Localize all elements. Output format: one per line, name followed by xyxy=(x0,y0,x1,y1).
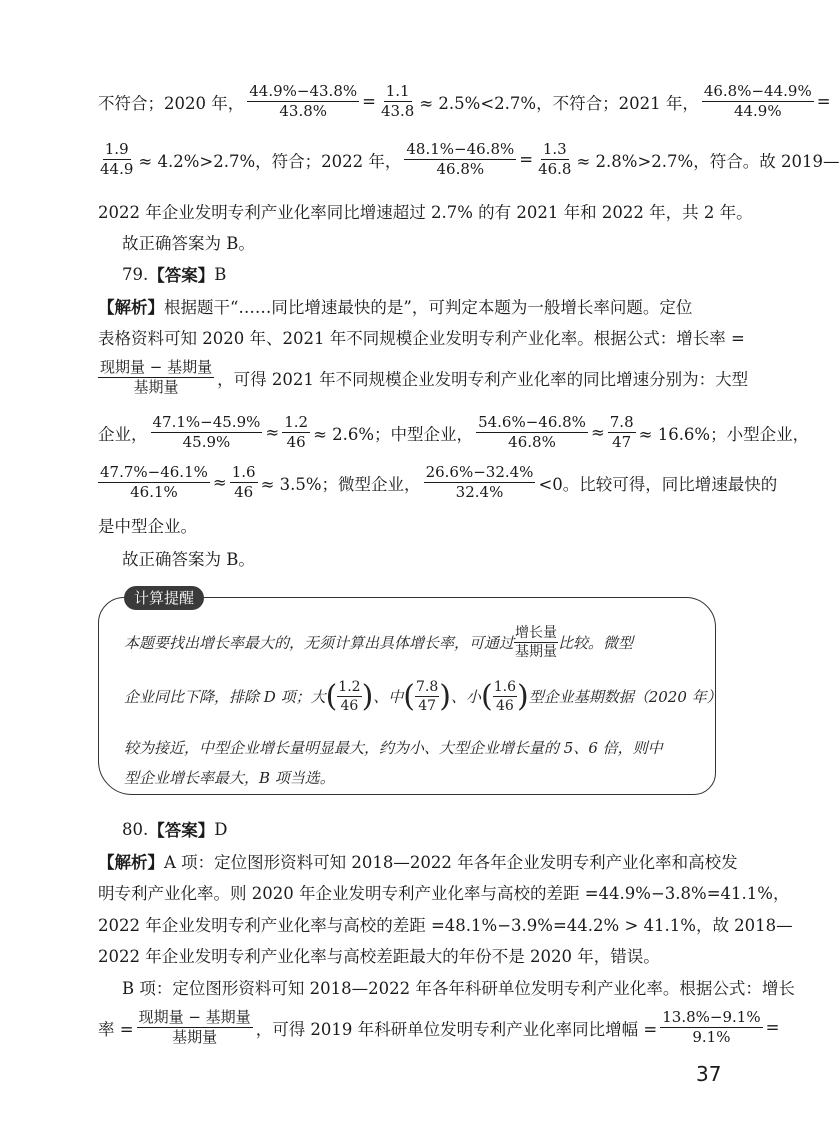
fraction: $\frac{1.9}{44.9}$ xyxy=(100,140,134,178)
fraction: $\frac{26.6\%-32.4\%}{32.4\%}$ xyxy=(425,463,534,501)
text-line: $\frac{\text{现期量 − 基期量}}{\text{基期量}}$ ，可得 2021 年不同规模企业发明专利产业化率的同比增速分别为：大型 xyxy=(100,358,749,396)
fraction: $\frac{46.8\%-44.9\%}{44.9\%}$ xyxy=(703,82,812,120)
fraction: $\frac{1.3}{46.8}$ xyxy=(538,140,572,178)
text-line: 是中型企业。 xyxy=(98,517,197,536)
analysis-line: 【解析】 根据题干“……同比增速最快的是”，可判定本题为一般增长率问题。定位 xyxy=(98,298,693,317)
answer-heading-79: 79. 【答案】 B xyxy=(122,264,227,285)
tip-line: 较为接近，中型企业增长量明显最大，约为小、大型企业增长量的 5、6 倍，则中 xyxy=(124,739,663,757)
fraction: $\frac{\text{现期量 − 基期量}}{\text{基期量}}$ xyxy=(138,1008,251,1046)
fraction: $\frac{1.2}{46}$ xyxy=(338,679,361,714)
tip-line: 型企业增长率最大，B 项当选。 xyxy=(124,769,335,787)
text-line xyxy=(98,82,831,121)
page-number: 37 xyxy=(696,1062,722,1086)
text-line: 企业， $\frac{47.1\%-45.9\%}{45.9\%}$ ≈ $\frac{1.2}{46}$ ≈ 2.6%；中型企业， $\frac{54.6\%-46.8\%}{46.8\%}$ ≈ $\frac{7.8}{47}$ ≈ 16.6%；小型企业， xyxy=(98,413,810,451)
text-run: = xyxy=(519,150,534,169)
fraction: $\frac{1.1}{43.8}$ xyxy=(380,82,415,120)
fraction: $\frac{\text{现期量 − 基期量}}{\text{基期量}}$ xyxy=(100,358,213,396)
text-line: B 项：定位图形资料可知 2018—2022 年各年科研单位发明专利产业化率。根据公式：增长 xyxy=(122,979,795,998)
text-line: 2022 年企业发明专利产业化率与高校的差距 =48.1%−3.9%=44.2% > 41.1%，故 2018— xyxy=(98,916,793,935)
fraction: $\frac{\text{增长量}}{\text{基期量}}$ xyxy=(515,625,558,660)
fraction: $\frac{54.6\%-46.8\%}{46.8\%}$ xyxy=(478,413,586,451)
text-line: 故正确答案为 B。 xyxy=(122,550,255,569)
calculation-tip-label: 计算提醒 xyxy=(124,586,204,610)
fraction: $\frac{48.1\%-46.8\%}{46.8\%}$ xyxy=(406,140,515,178)
text-line: 故正确答案为 B。 xyxy=(122,234,255,253)
fraction: $\frac{1.6}{46}$ xyxy=(493,679,516,714)
text-run: = xyxy=(816,92,831,111)
text-line: 明专利产业化率。则 2020 年企业发明专利产业化率与高校的差距 =44.9%−3.8%=41.1%， xyxy=(98,884,790,903)
fraction: $\frac{1.2}{46}$ xyxy=(284,413,309,451)
text-line: $\frac{47.7\%-46.1\%}{46.1\%}$ ≈ $\frac{1.6}{46}$ ≈ 3.5%；微型企业， $\frac{26.6\%-32.4\%}{32.4\%}$ <0。比较可得，同比增速最快的 xyxy=(100,463,778,501)
text-line: 率 = $\frac{\text{现期量 − 基期量}}{\text{基期量}}$ ，可得 2019 年科研单位发明专利产业化率同比增幅 = $\frac{13.8\%-9.1\%}{9.1\%}$ = xyxy=(98,1008,780,1046)
analysis-line: 【解析】 A 项：定位图形资料可知 2018—2022 年各年企业发明专利产业化率和高校发 xyxy=(98,853,738,872)
fraction: $\frac{1.6}{46}$ xyxy=(231,463,256,501)
tip-line: 企业同比下降，排除 D 项；大 ( $\frac{1.2}{46}$ ) 、中 ( $\frac{7.8}{47}$ ) 、小 ( $\frac{1.6}{46}$ ) 型企业基期数据（2020 年） xyxy=(124,678,722,714)
fraction: $\frac{47.1\%-45.9\%}{45.9\%}$ xyxy=(152,413,261,451)
fraction: $\frac{7.8}{47}$ xyxy=(609,413,634,451)
tip-line: 本题要找出增长率最大的，无须计算出具体增长率，可通过 $\frac{\text{增长量}}{\text{基期量}}$ 比较。微型 xyxy=(124,625,634,660)
text-run: ≈ 2.8%>2.7%，符合。故 2019— xyxy=(576,151,839,171)
fraction: $\frac{7.8}{47}$ xyxy=(416,679,439,714)
text-run: 不符合；2020 年， xyxy=(98,93,245,113)
fraction: $\frac{13.8\%-9.1\%}{9.1\%}$ xyxy=(662,1008,761,1046)
text-line: 2022 年企业发明专利产业化率同比增速超过 2.7% 的有 2021 年和 2022 年，共 2 年。 xyxy=(98,203,753,222)
answer-heading-80: 80. 【答案】 D xyxy=(122,819,228,840)
text-line: 2022 年企业发明专利产业化率与高校差距最大的年份不是 2020 年，错误。 xyxy=(98,947,660,966)
text-line xyxy=(98,140,839,179)
text-run: = xyxy=(362,92,376,111)
fraction: $\frac{44.9\%-43.8\%}{43.8\%}$ xyxy=(249,82,358,120)
text-run: ≈ 2.5%<2.7%，不符合；2021 年， xyxy=(419,93,699,113)
text-line: 表格资料可知 2020 年、2021 年不同规模企业发明专利产业化率。根据公式：增长率 = xyxy=(98,329,745,348)
fraction: $\frac{47.7\%-46.1\%}{46.1\%}$ xyxy=(100,463,208,501)
text-run: ≈ 4.2%>2.7%，符合；2022 年， xyxy=(138,151,402,171)
